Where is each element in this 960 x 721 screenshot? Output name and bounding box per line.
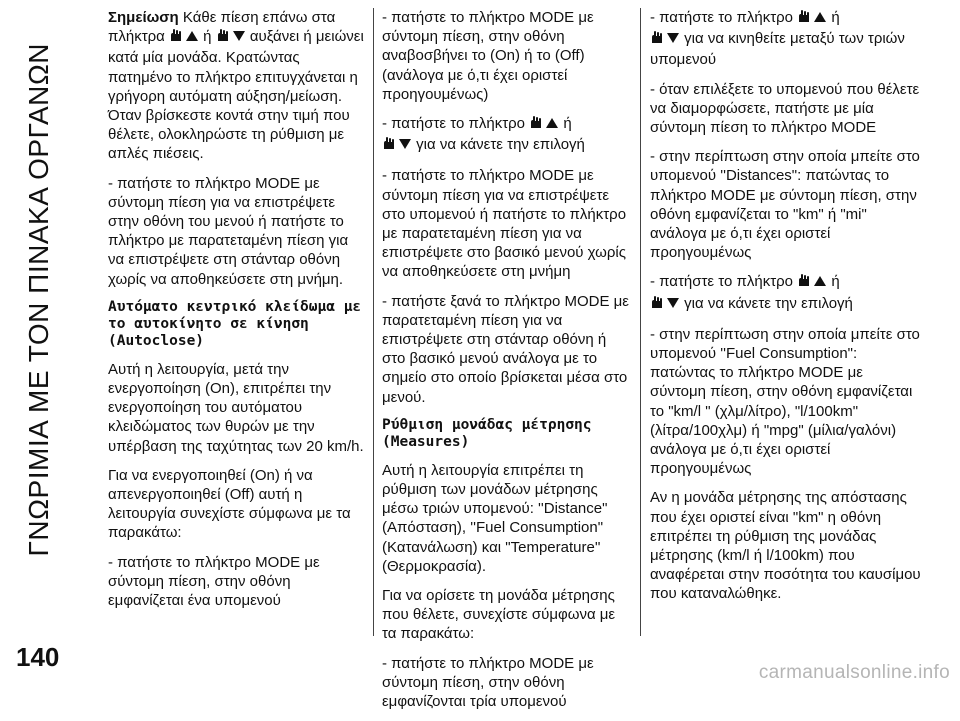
paragraph: - πατήστε το πλήκτρο MODE με σύντομη πίεση, στην οθόνη εμφανίζονται τρία υπομενού [382,654,594,711]
or-word: ή [203,28,212,46]
or-word: ή [831,9,840,26]
text: - πατήστε το πλήκτρο [650,9,793,26]
paragraph-with-keys [382,114,632,156]
or-word: ή [563,115,572,133]
text: για να κινηθείτε μεταξύ των τριών υπομενού [650,30,905,69]
hand-down-key-icon [216,28,246,48]
paragraph: - πατήστε το πλήκτρο MODE με σύντομη πίεση, στην οθόνη εμφανίζεται ένα υπομενού [108,553,320,610]
or-word: ή [831,273,840,291]
paragraph: - πατήστε το πλήκτρο MODE με σύντομη πίεση για να επιστρέψετε στην οθόνη του μενού ή πατήστε το πλήκτρο με παρατεταμένη πίεση για να επιστρέψετε στη στάνταρ οθόνη χωρίς να αποθηκεύσετε στη μνήμη. [108,174,349,288]
paragraph: Αυτή η λειτουργία επιτρέπει τη ρύθμιση των μονάδων μέτρησης μέσω τριών υπομενού: ''Distance" (Απόσταση), ''Fuel Consumption" (Κατανάλωση) και "Temperature'' (Θερμοκρασία). [382,461,608,575]
column-2 [382,8,632,721]
paragraph-with-keys [650,272,922,314]
paragraph: Αυτή η λειτουργία, μετά την ενεργοποίηση (On), επιτρέπει την ενεργοποίηση του αυτόματου κλειδώματος των θυρών με την υπέρβαση της ταχύτητας των 20 km/h. [108,360,364,455]
note-text-a: Κάθε πίεση επάνω στα πλήκτρα [108,9,336,46]
note-paragraph [108,8,366,164]
text: - πατήστε το πλήκτρο [650,273,793,291]
page-number: 140 [16,642,60,672]
column-divider [373,8,374,636]
paragraph: - στην περίπτωση στην οποία μπείτε στο υπομενού ''Fuel Consumption": πατώντας το πλήκτρο MODE με σύντομη πίεση, στην οθόνη εμφανίζεται το "km/l " (χλμ/λίτρο), "l/100km" (λίτρα/100χλμ) ή "mpg" (μίλια/γαλόνι) ανάλογα με ό,τι έχει οριστεί προηγουμένως [650,325,920,478]
paragraph: - πατήστε το πλήκτρο MODE με σύντομη πίεση, στην οθόνη αναβοσβήνει το (On) ή το (Off) (ανάλογα με ό,τι έχει οριστεί προηγουμένως) [382,9,594,103]
paragraph: - πατήστε το πλήκτρο MODE με σύντομη πίεση για να επιστρέψετε στο υπομενού ή πατήστε το πλήκτρο με παρατεταμένη πίεση για να επιστρέψετε στο βασικό μενού χωρίς να αποθηκεύσετε στη μνήμη [382,167,627,281]
hand-down-key-icon [382,136,412,156]
paragraph: - όταν επιλέξετε το υπομενού που θέλετε να διαμορφώσετε, πατήστε με μία σύντομη πίεση το πλήκτρο MODE [650,80,920,137]
hand-down-key-icon [650,295,680,315]
note-text-b: αυξάνει ή μειώνει κατά μία μονάδα. Κρατώντας πατημένο το πλήκτρο επιτυγχάνεται η γρήγορη αυτόματη αύξηση/μείωση. Όταν βρίσκεστε κοντά στην τιμή που θέλετε, ολοκληρώστε τη ρύθμιση με απλές πιέσεις. [108,28,364,163]
text: - πατήστε το πλήκτρο [382,115,525,133]
text: για να κάνετε την επιλογή [416,136,585,154]
hand-up-key-icon [797,273,827,293]
column-3 [650,8,922,614]
hand-up-key-icon [169,28,199,48]
chapter-title [8,20,70,580]
paragraph: Αν η μονάδα μέτρησης της απόστασης που έχει οριστεί είναι "km" η οθόνη επιτρέπει τη ρύθμιση της μονάδας μέτρησης (km/l ή l/100km) που αναφέρεται στην ποσότητα του καυσίμου που καταναλώθηκε. [650,489,921,603]
hand-up-key-icon [797,9,827,29]
hand-up-key-icon [529,115,559,135]
note-label: Σημείωση [108,9,179,26]
section-heading: Αυτόματο κεντρικό κλείδωμα με το αυτοκίνητο σε κίνηση (Autoclose) [108,298,362,349]
paragraph: Για να ενεργοποιηθεί (On) ή να απενεργοποιηθεί (Off) αυτή η λειτουργία συνεχίστε σύμφωνα με τα παρακάτω: [108,466,351,542]
watermark: carmanualsonline.info [758,662,950,683]
section-heading: Ρύθμιση μονάδας μέτρησης (Measures) [382,416,592,450]
paragraph: - πατήστε ξανά το πλήκτρο MODE με παρατεταμένη πίεση για να επιστρέψετε στη στάνταρ οθόνη ή στο βασικό μενού ανάλογα με το σημείο στο οποίο βρίσκεται μέσα στο μενού. [382,292,629,406]
column-divider [640,8,641,636]
chapter-title-text: ΓΝΩΡΙΜΙΑ ΜΕ ΤΟΝ ΠΙΝΑΚΑ ΟΡΓΑΝΩΝ [23,43,54,557]
hand-down-key-icon [650,30,680,50]
column-1 [108,8,366,620]
paragraph-with-keys [650,8,922,70]
paragraph: Για να ορίσετε τη μονάδα μέτρησης που θέλετε, συνεχίστε σύμφωνα με τα παρακάτω: [382,587,616,643]
text: για να κάνετε την επιλογή [684,294,853,312]
paragraph: - στην περίπτωση στην οποία μπείτε στο υπομενού ''Distances": πατώντας το πλήκτρο MODE με σύντομη πίεση, στην οθόνη εμφανίζεται το "km" ή "mi" ανάλογα με ό,τι έχει οριστεί προηγουμένως [650,148,920,262]
